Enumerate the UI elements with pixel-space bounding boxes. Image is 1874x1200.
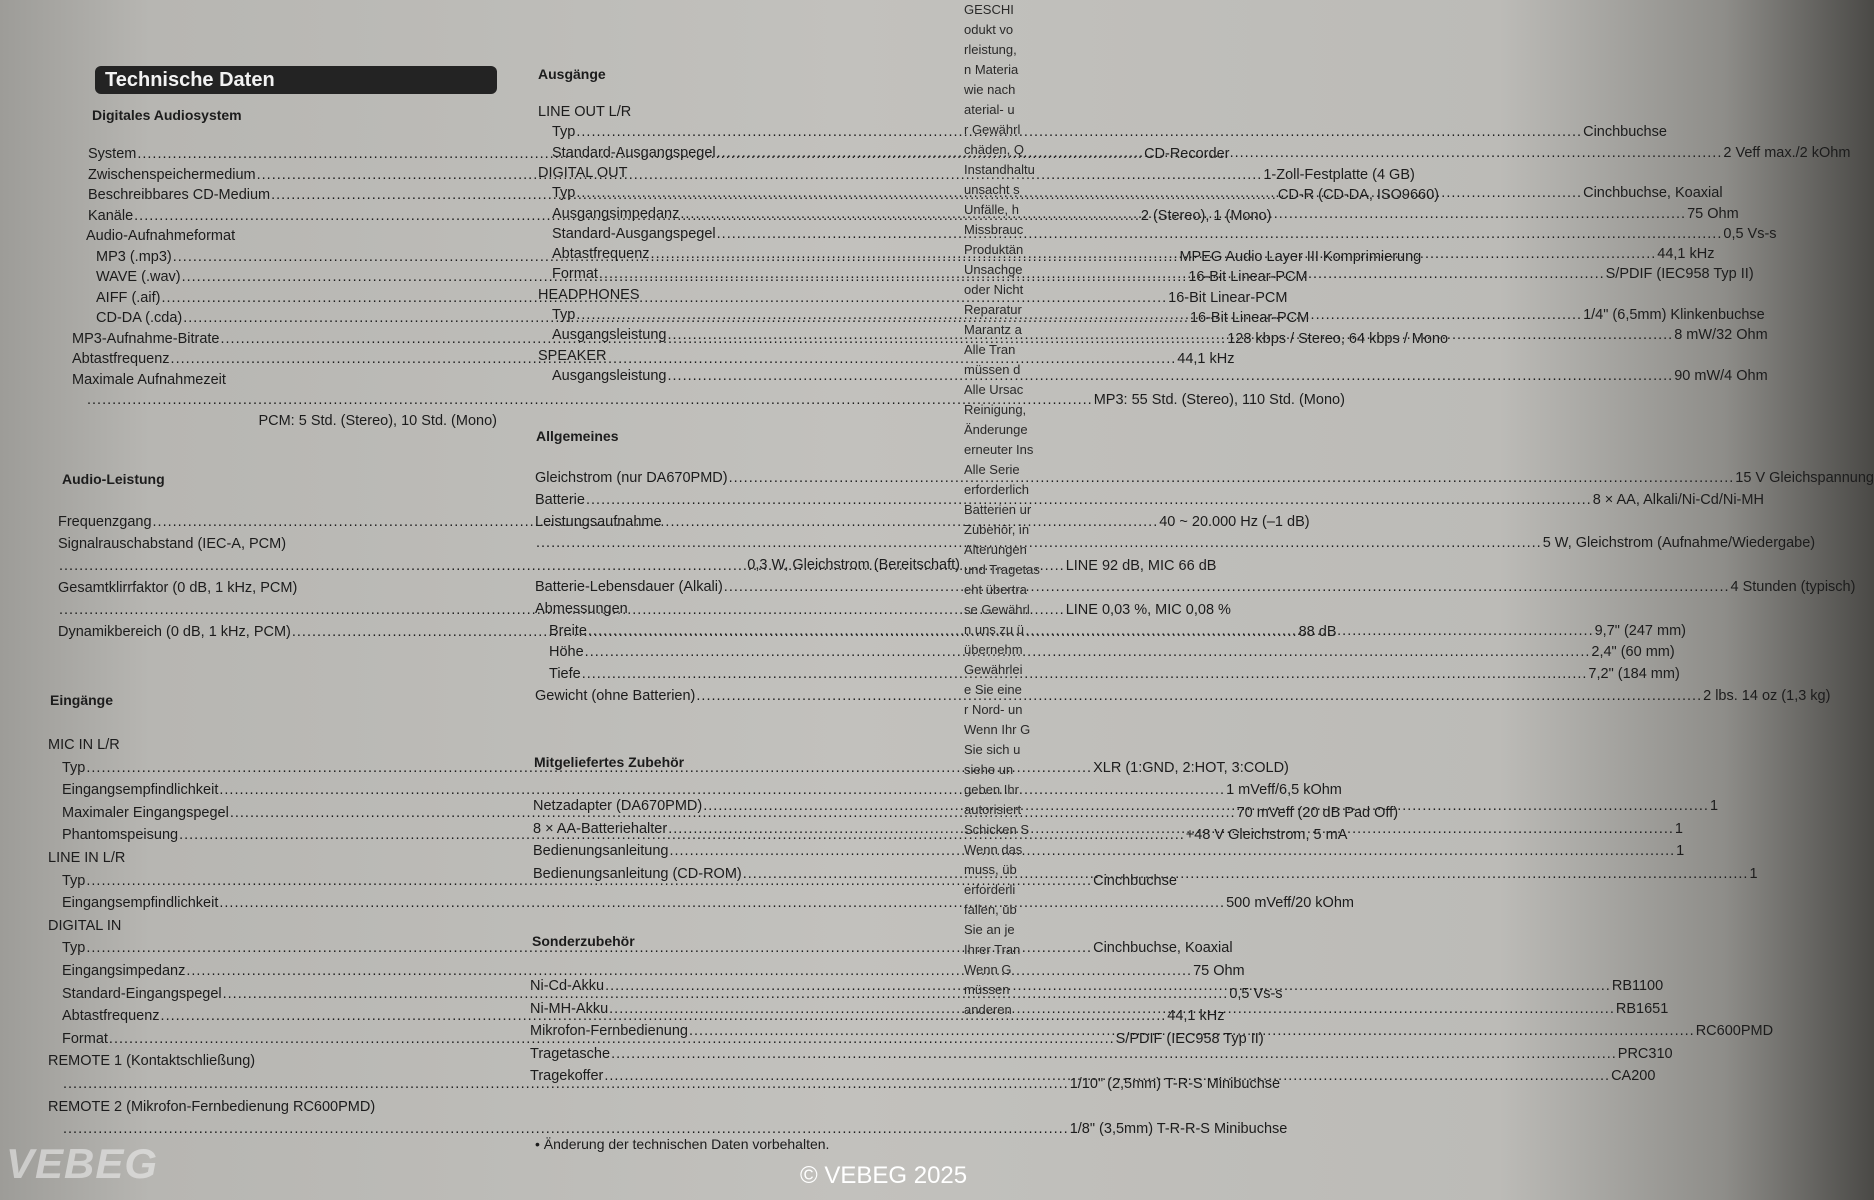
fringe-line: geben Ihr [964,782,1019,797]
spec-label: Frequenzgang [58,514,152,530]
spec-label: Mikrofon-Fernbedienung [530,1023,688,1040]
spec-value: RC600PMD [1695,1023,1774,1040]
spec-label: Typ [552,124,576,141]
leader-dots [63,1121,1069,1137]
spec-value: S/PDIF (IEC958 Typ II) [1605,266,1754,283]
spec-label: Tragekoffer [530,1068,604,1085]
leader-dots [724,579,1730,595]
heading-audio-leistung: Audio-Leistung [62,471,165,487]
leader-dots [667,368,1673,384]
spec-label: Bedienungsanleitung [533,843,669,860]
leader-dots [667,327,1673,343]
spec-value: 1-Zoll-Festplatte (4 GB) [1263,166,1415,183]
fringe-line: Alle Ursac [964,382,1024,397]
spec-label: Standard-Ausgangspegel [552,225,716,242]
section-title: Technische Daten [95,66,497,94]
spec-value: 75 Ohm [1193,963,1245,979]
fringe-line: erforderlich [964,482,1030,497]
spec-row [72,372,226,388]
fringe-line: odukt vo [964,22,1014,37]
spec-label: Abtastfrequenz [552,246,650,263]
spec-value: 15 V Gleichspannung [1735,470,1874,486]
spec-label: LINE IN L/R [48,850,126,866]
spec-label: Batterie-Lebensdauer (Alkali) [535,579,723,595]
fringe-line: Ihrer Tran [964,942,1021,957]
spec-row [48,737,120,753]
leader-dots [689,1023,1695,1039]
spec-label: Beschreibbares CD-Medium [88,187,271,203]
spec-value: 16-Bit Linear-PCM [1168,289,1288,306]
spec-value: 0,5 Vs-s [1229,985,1283,1002]
spec-label: Ausgangsleistung [552,327,667,344]
spec-row [535,491,1764,508]
fringe-line: Gewährlei [964,662,1023,677]
spec-value: 16-Bit Linear-PCM [1189,310,1310,326]
leader-dots [586,492,1592,508]
spec-label: Kanäle [88,207,134,224]
spec-value: LINE 92 dB, MIC 66 dB [1065,558,1217,574]
fringe-line: müssen [964,982,1010,997]
spec-row [48,850,125,866]
spec-row [86,413,497,429]
leader-dots [219,895,1225,911]
fringe-line: müssen d [964,362,1021,377]
spec-label: Netzadapter (DA670PMD) [533,798,703,814]
spec-value: 7,2" (184 mm) [1588,666,1680,683]
leader-dots [588,623,1594,639]
fringe-line: r Gewährl [964,122,1021,137]
fringe-line: aterial- u [964,102,1015,117]
leader-dots [585,644,1591,660]
fringe-line: übernehm [964,642,1023,657]
spec-value: CD-R (CD-DA, ISO9660) [1277,187,1439,203]
spec-value: 1 mVeff/6,5 kOhm [1226,782,1342,799]
spec-value: 1/8" (3,5mm) T-R-R-S Minibuchse [1069,1121,1288,1138]
spec-row [535,514,662,530]
fringe-line: Produktän [964,242,1024,257]
spec-row [48,1053,255,1069]
spec-label: Gesamtklirrfaktor (0 dB, 1 kHz, PCM) [58,580,298,596]
spec-value: 8 mW/32 Ohm [1674,327,1768,344]
spec-label: Abmessungen [535,600,628,617]
spec-label: MIC IN L/R [48,737,120,753]
leader-dots [576,124,1582,140]
spec-value: Cinchbuchse [1093,872,1177,889]
spec-label: System [88,146,137,162]
leader-dots [651,246,1657,262]
spec-value: 88 dB [1298,624,1337,640]
leader-dots [576,185,1582,201]
fringe-line: Marantz a [964,322,1022,337]
fringe-line: n Materia [964,62,1019,77]
fringe-line: rleistung, [964,42,1017,57]
spec-row [62,1121,1288,1138]
footnote: • Änderung der technischen Daten vorbehalten. [535,1136,830,1152]
heading-digital-audiosystem: Digitales Audiosystem [92,107,242,123]
spec-value: Cinchbuchse [1583,124,1667,141]
spec-label: Signalrauschabstand (IEC-A, PCM) [58,536,287,552]
watermark-logo: VEBEG [6,1140,159,1187]
fringe-line: n uns zu ü [964,622,1024,637]
spec-label: Gewicht (ohne Batterien) [535,688,696,704]
spec-value: 0,5 Vs-s [1723,225,1777,242]
spec-label: WAVE (.wav) [96,269,181,285]
spec-label: Ausgangsimpedanz [552,205,680,222]
spec-label: Zwischenspeichermedium [88,166,256,183]
spec-value: Cinchbuchse, Koaxial [1093,940,1233,957]
spec-value: LINE 0,03 %, MIC 0,08 % [1065,602,1231,618]
spec-value: 5 W, Gleichstrom (Aufnahme/Wiedergabe) [1542,535,1816,552]
spec-value: XLR (1:GND, 2:HOT, 3:COLD) [1093,759,1289,776]
fringe-line: Zubehör, in [964,522,1030,537]
fringe-line: Reinigung, [964,402,1027,417]
leader-dots [536,535,1542,551]
fringe-line: Änderunge [964,422,1028,437]
leader-dots [599,266,1605,282]
fringe-line: erforderli [964,882,1016,897]
spec-value: 500 mVeff/20 kOhm [1226,895,1354,912]
fringe-line: e Sie eine [964,682,1022,697]
spec-value: 44,1 kHz [1657,246,1715,263]
fringe-line: Alle Tran [964,342,1016,357]
fringe-line: und Tragetas [964,562,1040,577]
spec-row [530,1045,1673,1062]
spec-label: Maximaler Eingangspegel [62,804,229,821]
watermark-copyright: © VEBEG 2025 [800,1162,968,1189]
leader-dots [219,782,1225,798]
spec-value: 2 Veff max./2 kOhm [1723,144,1851,161]
spec-value: 0,3 W, Gleichstrom (Bereitschaft) [747,557,960,574]
spec-row [538,165,627,181]
fringe-line: oder Nicht [964,282,1024,297]
leader-dots [605,978,1611,994]
spec-label: Tiefe [549,666,581,683]
spec-row [535,470,1874,486]
spec-label: Standard-Eingangspegel [62,985,222,1002]
spec-label: MP3-Aufnahme-Bitrate [72,330,220,347]
spec-label: Format [552,266,598,283]
spec-label: Ausgangsleistung [552,367,667,384]
leader-dots [717,145,1723,161]
fringe-line: anderen [964,1002,1012,1017]
spec-label: Typ [62,940,86,957]
spec-label: Dynamikbereich (0 dB, 1 kHz, PCM) [58,624,291,640]
spec-value: 1/4" (6,5mm) Klinkenbuchse [1583,307,1765,323]
fringe-line: autorisiert [964,802,1022,817]
spec-label: DIGITAL IN [48,917,122,934]
spec-value: CD-Recorder [1144,146,1230,162]
fringe-line: r Nord- un [964,702,1023,717]
spec-value: 9,7" (247 mm) [1594,622,1686,639]
spec-label: Breite [549,622,587,639]
leader-dots [604,1068,1610,1084]
spec-label: Typ [552,185,576,202]
leader-dots [743,866,1749,882]
spec-value: 1 [1674,820,1683,837]
fringe-line: Alterungen [964,542,1027,557]
spec-value: RB1100 [1611,978,1664,994]
leader-dots [611,1046,1617,1062]
spec-label: Abtastfrequenz [72,351,170,367]
fringe-line: Unsachge [964,262,1023,277]
spec-value: Cinchbuchse, Koaxial [1583,185,1723,202]
heading-ausgaenge: Ausgänge [538,66,606,82]
spec-row [48,1099,375,1115]
spec-label: HEADPHONES [538,286,640,303]
spec-label: Audio-Aufnahmeformat [86,228,236,244]
spec-row [86,228,235,244]
spec-value: 75 Ohm [1687,205,1739,222]
fringe-line: erneuter Ins [964,442,1034,457]
fringe-line: muss, üb [964,862,1017,877]
spec-value: 40 ~ 20.000 Hz (–1 dB) [1159,514,1310,530]
spec-row [58,580,297,596]
spec-label: CD-DA (.cda) [96,310,183,326]
fringe-line: Wenn das [964,842,1023,857]
spec-row [538,104,631,120]
spec-value: 8 × AA, Alkali/Ni-Cd/Ni-MH [1592,491,1764,508]
spec-label: Tragetasche [530,1045,611,1062]
adjacent-page-fringe [960,0,1040,1200]
leader-dots [696,688,1702,704]
leader-dots [257,164,1263,183]
spec-label: Abtastfrequenz [62,1008,160,1025]
spec-value: 2,4" (60 mm) [1591,644,1675,661]
leader-dots [680,206,1686,222]
spec-label: Phantomspeisung [62,827,179,844]
spec-label: 8 × AA-Batteriehalter [533,820,668,837]
leader-dots [669,843,1675,859]
spec-value: 1/10" (2,5mm) T-R-S Minibuchse [1069,1076,1281,1092]
heading-sonderzubehoer: Sonderzubehör [532,933,635,949]
leader-dots [186,963,1192,979]
fringe-line: unsacht s [964,182,1020,197]
spec-label: REMOTE 2 (Mikrofon-Fernbedienung RC600PMD) [48,1098,376,1115]
fringe-line: eht übertra [964,582,1027,597]
spec-row [538,287,640,303]
spec-value: MPEG Audio Layer III Komprimierung [1179,248,1422,265]
heading-allgemeines: Allgemeines [536,428,619,444]
fringe-line: wie nach [964,82,1016,97]
leader-dots [703,798,1709,814]
spec-label: REMOTE 1 (Kontaktschließung) [48,1053,256,1070]
spec-value: 128 kbps / Stereo, 64 kbps / Mono [1227,330,1449,347]
fringe-line: se Gewährl [964,602,1030,617]
spec-row [535,557,960,573]
spec-value: 70 mVeff (20 dB Pad Off) [1236,804,1399,821]
leader-dots [609,1001,1615,1017]
spec-row [86,392,1345,408]
fringe-line: Wenn Ihr G [964,722,1031,737]
spec-value: 4 Stunden (typisch) [1730,579,1856,595]
spec-label: MP3 (.mp3) [96,248,172,265]
spec-value: S/PDIF (IEC958 Typ II) [1115,1030,1264,1047]
spec-value: 1 [1676,843,1685,860]
spec-label: AIFF (.aif) [96,289,161,306]
heading-eingaenge: Eingänge [50,692,114,708]
spec-value: +48 V Gleichstrom, 5 mA [1185,827,1348,844]
spec-value: 16-Bit Linear-PCM [1188,269,1308,285]
fringe-line: Reparatur [964,302,1022,317]
fringe-line: Alle Serie [964,462,1020,477]
spec-value: 2 lbs. 14 oz (1,3 kg) [1703,688,1831,704]
spec-label: Ni-Cd-Akku [530,978,605,994]
leader-dots [576,307,1582,323]
spec-label: Maximale Aufnahmezeit [72,371,226,388]
spec-row [48,918,121,934]
spec-value: 44,1 kHz [1167,1008,1225,1025]
fringe-line: Instandhaltu [964,162,1035,177]
spec-label: Ni-MH-Akku [530,1000,609,1017]
spec-label: SPEAKER [538,347,607,364]
leader-dots [729,470,1735,486]
spec-value: CA200 [1611,1068,1656,1085]
spec-row [535,601,628,617]
fringe-line: Missbrauc [964,222,1024,237]
spec-label: LINE OUT L/R [538,104,632,120]
fringe-line: siehe un [964,762,1014,777]
spec-label: Eingangsimpedanz [62,963,186,979]
spec-label: Standard-Ausgangspegel [552,144,716,161]
spec-label: Eingangsempfindlichkeit [62,782,219,799]
spec-value: 44,1 kHz [1177,351,1235,367]
spec-label: Leistungsaufnahme [535,513,662,530]
spec-label: Bedienungsanleitung (CD-ROM) [533,866,742,883]
spec-label: Typ [552,307,576,323]
spec-value: PRC310 [1617,1045,1673,1062]
spec-value: MP3: 55 Std. (Stereo), 110 Std. (Mono) [1093,392,1345,408]
spec-value: 1 [1749,866,1758,883]
spec-label: Batterie [535,491,585,508]
spec-label: Höhe [549,644,584,661]
spec-value: PCM: 5 Std. (Stereo), 10 Std. (Mono) [258,412,497,429]
spec-label: DIGITAL OUT [538,164,628,181]
fringe-line: Sie an je [964,922,1015,937]
spec-row [538,348,607,364]
spec-value: 1 [1709,798,1719,814]
spec-label: Typ [62,872,86,889]
leader-dots [582,666,1588,682]
spec-row [58,536,286,552]
fringe-line: fallen, üb [964,902,1017,917]
fringe-line: Schicken S [964,822,1030,837]
leader-dots [171,351,1177,367]
fringe-line: Batterien ur [964,502,1032,517]
spec-label: Gleichstrom (nur DA670PMD) [535,470,728,486]
spec-label: Typ [62,759,86,776]
fringe-line: chäden, Q [964,142,1024,157]
spec-value: 2 (Stereo), 1 (Mono) [1140,207,1272,224]
leader-dots [717,226,1723,242]
spec-label: Eingangsempfindlichkeit [62,895,219,912]
spec-value: RB1651 [1615,1000,1669,1017]
spec-label: Format [62,1030,108,1047]
leader-dots [668,821,1674,837]
fringe-line: Sie sich u [964,742,1021,757]
fringe-line: Unfälle, h [964,202,1019,217]
fringe-line: GESCHI [964,2,1014,17]
spec-value: 90 mW/4 Ohm [1674,367,1768,384]
fringe-line: Wenn G [964,962,1012,977]
heading-mitgeliefertes-zubehoer: Mitgeliefertes Zubehör [534,754,685,770]
leader-dots [87,392,1093,408]
